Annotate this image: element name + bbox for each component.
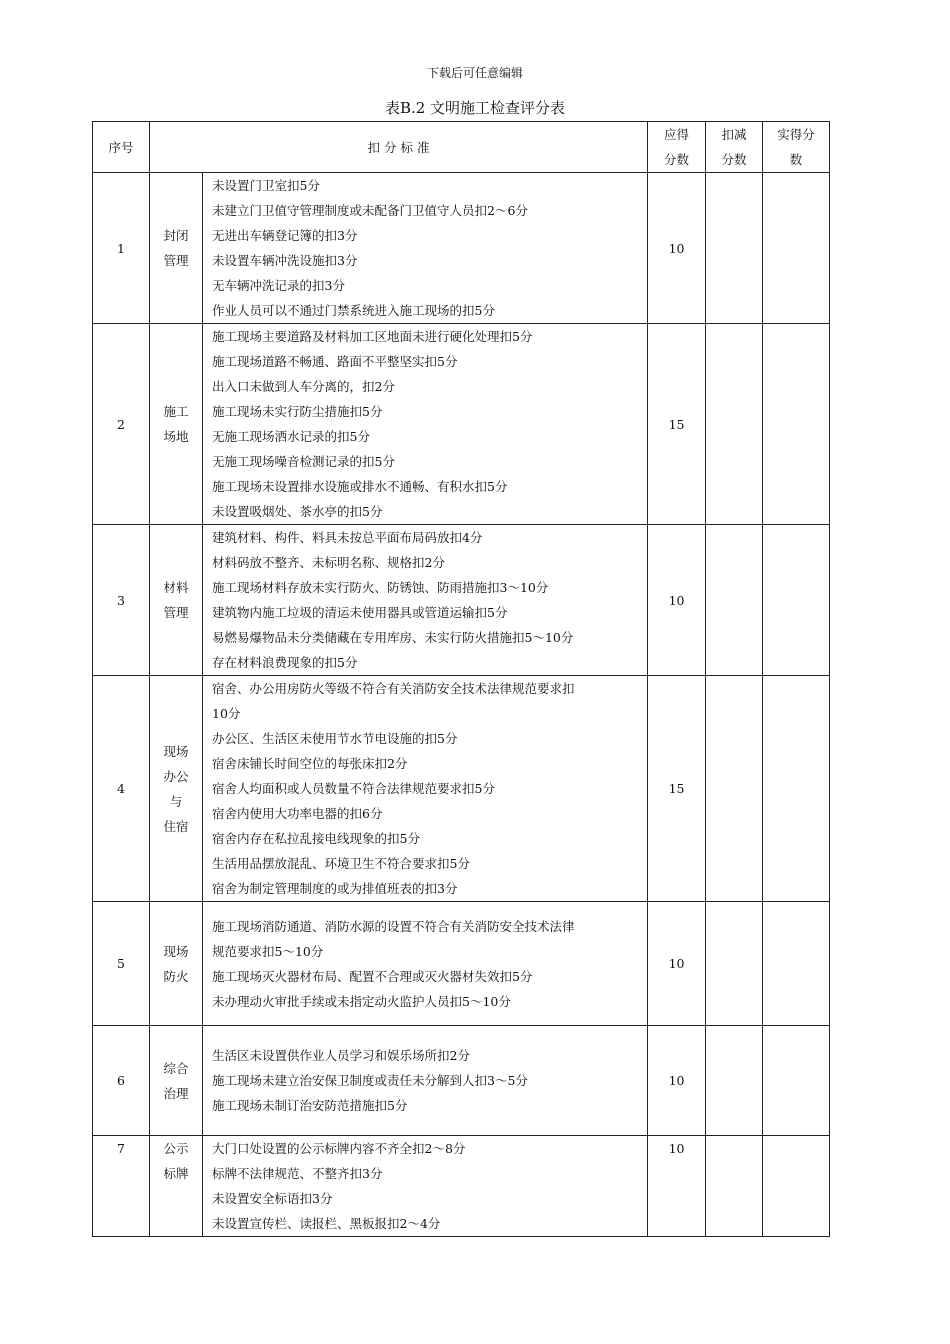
row-criteria xyxy=(203,676,648,902)
criteria-line: 办公区、生活区未使用节水节电设施的扣5分 xyxy=(212,731,458,746)
row-score xyxy=(648,1136,706,1237)
criteria-line: 施工现场未建立治安保卫制度或责任未分解到人扣3～5分 xyxy=(212,1073,528,1088)
criteria-line: 出入口未做到人车分离的，扣2分 xyxy=(212,379,395,394)
row-seq-value: 6 xyxy=(117,1073,125,1088)
table-row xyxy=(93,1026,830,1136)
criteria-line: 规范要求扣5～10分 xyxy=(212,943,324,959)
col-header-actual-line2: 数 xyxy=(789,152,803,167)
table-row xyxy=(93,525,830,676)
row-criteria xyxy=(203,902,648,1026)
row-category xyxy=(150,173,203,324)
row-category-line: 场地 xyxy=(163,429,189,444)
row-category xyxy=(150,902,203,1026)
row-actual-cell xyxy=(763,173,830,324)
row-score xyxy=(648,676,706,902)
row-seq xyxy=(93,1026,150,1136)
row-criteria xyxy=(203,1026,648,1136)
criteria-line: 宿舍人均面积或人员数量不符合法律规范要求扣5分 xyxy=(212,781,495,796)
row-seq-value: 4 xyxy=(117,781,125,796)
row-seq xyxy=(93,1136,150,1237)
criteria-line: 宿舍内存在私拉乱接电线现象的扣5分 xyxy=(212,831,420,846)
row-category-line: 综合 xyxy=(163,1060,189,1076)
criteria-line: 生活区未设置供作业人员学习和娱乐场所扣2分 xyxy=(212,1048,470,1063)
row-seq xyxy=(93,525,150,676)
row-score-value: 15 xyxy=(668,416,685,432)
row-criteria xyxy=(203,324,648,525)
col-header-deduct xyxy=(706,122,763,173)
row-category-line: 现场 xyxy=(163,943,189,959)
criteria-line: 宿舍、办公用房防火等级不符合有关消防安全技术法律规范要求扣 xyxy=(212,681,575,696)
row-seq xyxy=(93,676,150,902)
table-row xyxy=(93,902,830,1026)
row-deduct-cell xyxy=(706,525,763,676)
row-actual-cell xyxy=(763,324,830,525)
row-score xyxy=(648,525,706,676)
criteria-line: 未设置宣传栏、读报栏、黑板报扣2～4分 xyxy=(212,1216,441,1231)
row-score xyxy=(648,1026,706,1136)
row-score-value: 10 xyxy=(668,592,685,608)
criteria-line: 10分 xyxy=(212,706,241,721)
row-category-line: 施工 xyxy=(163,404,189,419)
row-criteria xyxy=(203,525,648,676)
row-deduct-cell xyxy=(706,676,763,902)
criteria-line: 施工现场未实行防尘措施扣5分 xyxy=(212,404,383,419)
criteria-line: 未设置安全标语扣3分 xyxy=(212,1191,333,1206)
criteria-line: 施工现场消防通道、消防水源的设置不符合有关消防安全技术法律 xyxy=(212,918,575,934)
col-header-score-line1: 应得 xyxy=(664,127,690,142)
col-header-score xyxy=(648,122,706,173)
row-category-line: 住宿 xyxy=(163,818,189,834)
score-table xyxy=(92,121,830,1237)
criteria-line: 未设置门卫室扣5分 xyxy=(212,178,320,193)
criteria-line: 施工现场未制订治安防范措施扣5分 xyxy=(212,1098,408,1113)
criteria-line: 无车辆冲洗记录的扣3分 xyxy=(212,278,345,293)
row-deduct-cell xyxy=(706,173,763,324)
table-row xyxy=(93,173,830,324)
header-row xyxy=(93,122,830,173)
row-score-value: 10 xyxy=(668,1141,685,1156)
criteria-line: 施工现场主要道路及材料加工区地面未进行硬化处理扣5分 xyxy=(212,329,533,344)
row-seq xyxy=(93,324,150,525)
row-category xyxy=(150,324,203,525)
row-category-line: 现场 xyxy=(163,743,189,759)
criteria-line: 施工现场未设置排水设施或排水不通畅、有积水扣5分 xyxy=(212,479,508,494)
row-category xyxy=(150,676,203,902)
criteria-line: 施工现场道路不畅通、路面不平整坚实扣5分 xyxy=(212,354,458,369)
row-score xyxy=(648,324,706,525)
row-category-line: 封闭 xyxy=(163,228,189,243)
col-header-seq: 序号 xyxy=(93,122,150,173)
criteria-line: 施工现场灭火器材布局、配置不合理或灭火器材失效扣5分 xyxy=(212,968,533,984)
row-deduct-cell xyxy=(706,902,763,1026)
criteria-line: 施工现场材料存放未实行防火、防锈蚀、防雨措施扣3～10分 xyxy=(212,580,549,595)
row-score xyxy=(648,902,706,1026)
criteria-line: 生活用品摆放混乱、环境卫生不符合要求扣5分 xyxy=(212,856,470,871)
row-category-line: 标牌 xyxy=(163,1166,189,1181)
row-seq-value: 1 xyxy=(117,240,125,256)
col-header-deduct-line1: 扣减 xyxy=(721,127,747,142)
row-score-value: 10 xyxy=(668,1073,685,1088)
criteria-line: 标牌不法律规范、不整齐扣3分 xyxy=(212,1166,383,1181)
row-category-line: 与 xyxy=(169,793,183,809)
row-category-line: 管理 xyxy=(163,605,189,620)
criteria-line: 材料码放不整齐、未标明名称、规格扣2分 xyxy=(212,555,445,570)
row-category-line: 材料 xyxy=(163,580,189,595)
criteria-line: 宿舍为制定管理制度的或为排值班表的扣3分 xyxy=(212,881,458,896)
criteria-line: 建筑物内施工垃圾的清运未使用器具或管道运输扣5分 xyxy=(212,605,508,620)
row-seq-value: 7 xyxy=(117,1141,125,1156)
row-category-line: 管理 xyxy=(163,253,189,268)
row-score-value: 10 xyxy=(668,240,685,256)
row-seq xyxy=(93,173,150,324)
row-score-value: 10 xyxy=(668,956,685,971)
criteria-line: 无施工现场噪音检测记录的扣5分 xyxy=(212,454,395,469)
criteria-line: 未设置车辆冲洗设施扣3分 xyxy=(212,253,358,268)
row-criteria xyxy=(203,173,648,324)
row-deduct-cell xyxy=(706,1136,763,1237)
row-category xyxy=(150,1026,203,1136)
table-row xyxy=(93,1136,830,1237)
criteria-line: 宿舍床铺长时间空位的每张床扣2分 xyxy=(212,756,408,771)
header-note: 下载后可任意编辑 xyxy=(426,66,523,80)
col-header-actual xyxy=(763,122,830,173)
row-deduct-cell xyxy=(706,1026,763,1136)
row-seq-value: 2 xyxy=(117,416,125,432)
table-row xyxy=(93,676,830,902)
criteria-line: 无施工现场洒水记录的扣5分 xyxy=(212,429,370,444)
row-actual-cell xyxy=(763,1136,830,1237)
criteria-line: 未建立门卫值守管理制度或未配备门卫值守人员扣2～6分 xyxy=(212,203,528,218)
row-category xyxy=(150,1136,203,1237)
col-header-deduct-line2: 分数 xyxy=(721,152,747,167)
criteria-line: 未设置吸烟处、茶水亭的扣5分 xyxy=(212,504,383,519)
criteria-line: 作业人员可以不通过门禁系统进入施工现场的扣5分 xyxy=(212,303,495,318)
row-category-line: 公示 xyxy=(163,1141,189,1156)
row-deduct-cell xyxy=(706,324,763,525)
row-actual-cell xyxy=(763,676,830,902)
criteria-line: 易燃易爆物品未分类储藏在专用库房、未实行防火措施扣5～10分 xyxy=(212,630,574,645)
row-category-line: 办公 xyxy=(163,768,189,784)
row-actual-cell xyxy=(763,1026,830,1136)
table-row xyxy=(93,324,830,525)
row-score xyxy=(648,173,706,324)
table-title: 表B.2 文明施工检查评分表 xyxy=(384,99,566,117)
row-actual-cell xyxy=(763,902,830,1026)
criteria-line: 存在材料浪费现象的扣5分 xyxy=(212,655,358,670)
criteria-line: 建筑材料、构件、料具未按总平面布局码放扣4分 xyxy=(212,530,483,545)
row-seq-value: 5 xyxy=(117,956,125,971)
row-category xyxy=(150,525,203,676)
row-score-value: 15 xyxy=(668,781,685,796)
row-actual-cell xyxy=(763,525,830,676)
col-header-score-line2: 分数 xyxy=(664,152,690,167)
row-seq-value: 3 xyxy=(117,592,125,608)
criteria-line: 大门口处设置的公示标牌内容不齐全扣2～8分 xyxy=(212,1141,466,1156)
criteria-line: 无进出车辆登记簿的扣3分 xyxy=(212,228,358,243)
criteria-line: 宿舍内使用大功率电器的扣6分 xyxy=(212,806,383,821)
row-seq xyxy=(93,902,150,1026)
row-criteria xyxy=(203,1136,648,1237)
row-category-line: 治理 xyxy=(163,1085,189,1101)
row-category-line: 防火 xyxy=(163,968,189,984)
criteria-line: 未办理动火审批手续或未指定动火监护人员扣5～10分 xyxy=(212,993,511,1009)
col-header-actual-line1: 实得分 xyxy=(777,127,815,142)
col-header-criteria: 扣 分 标 准 xyxy=(150,122,648,173)
